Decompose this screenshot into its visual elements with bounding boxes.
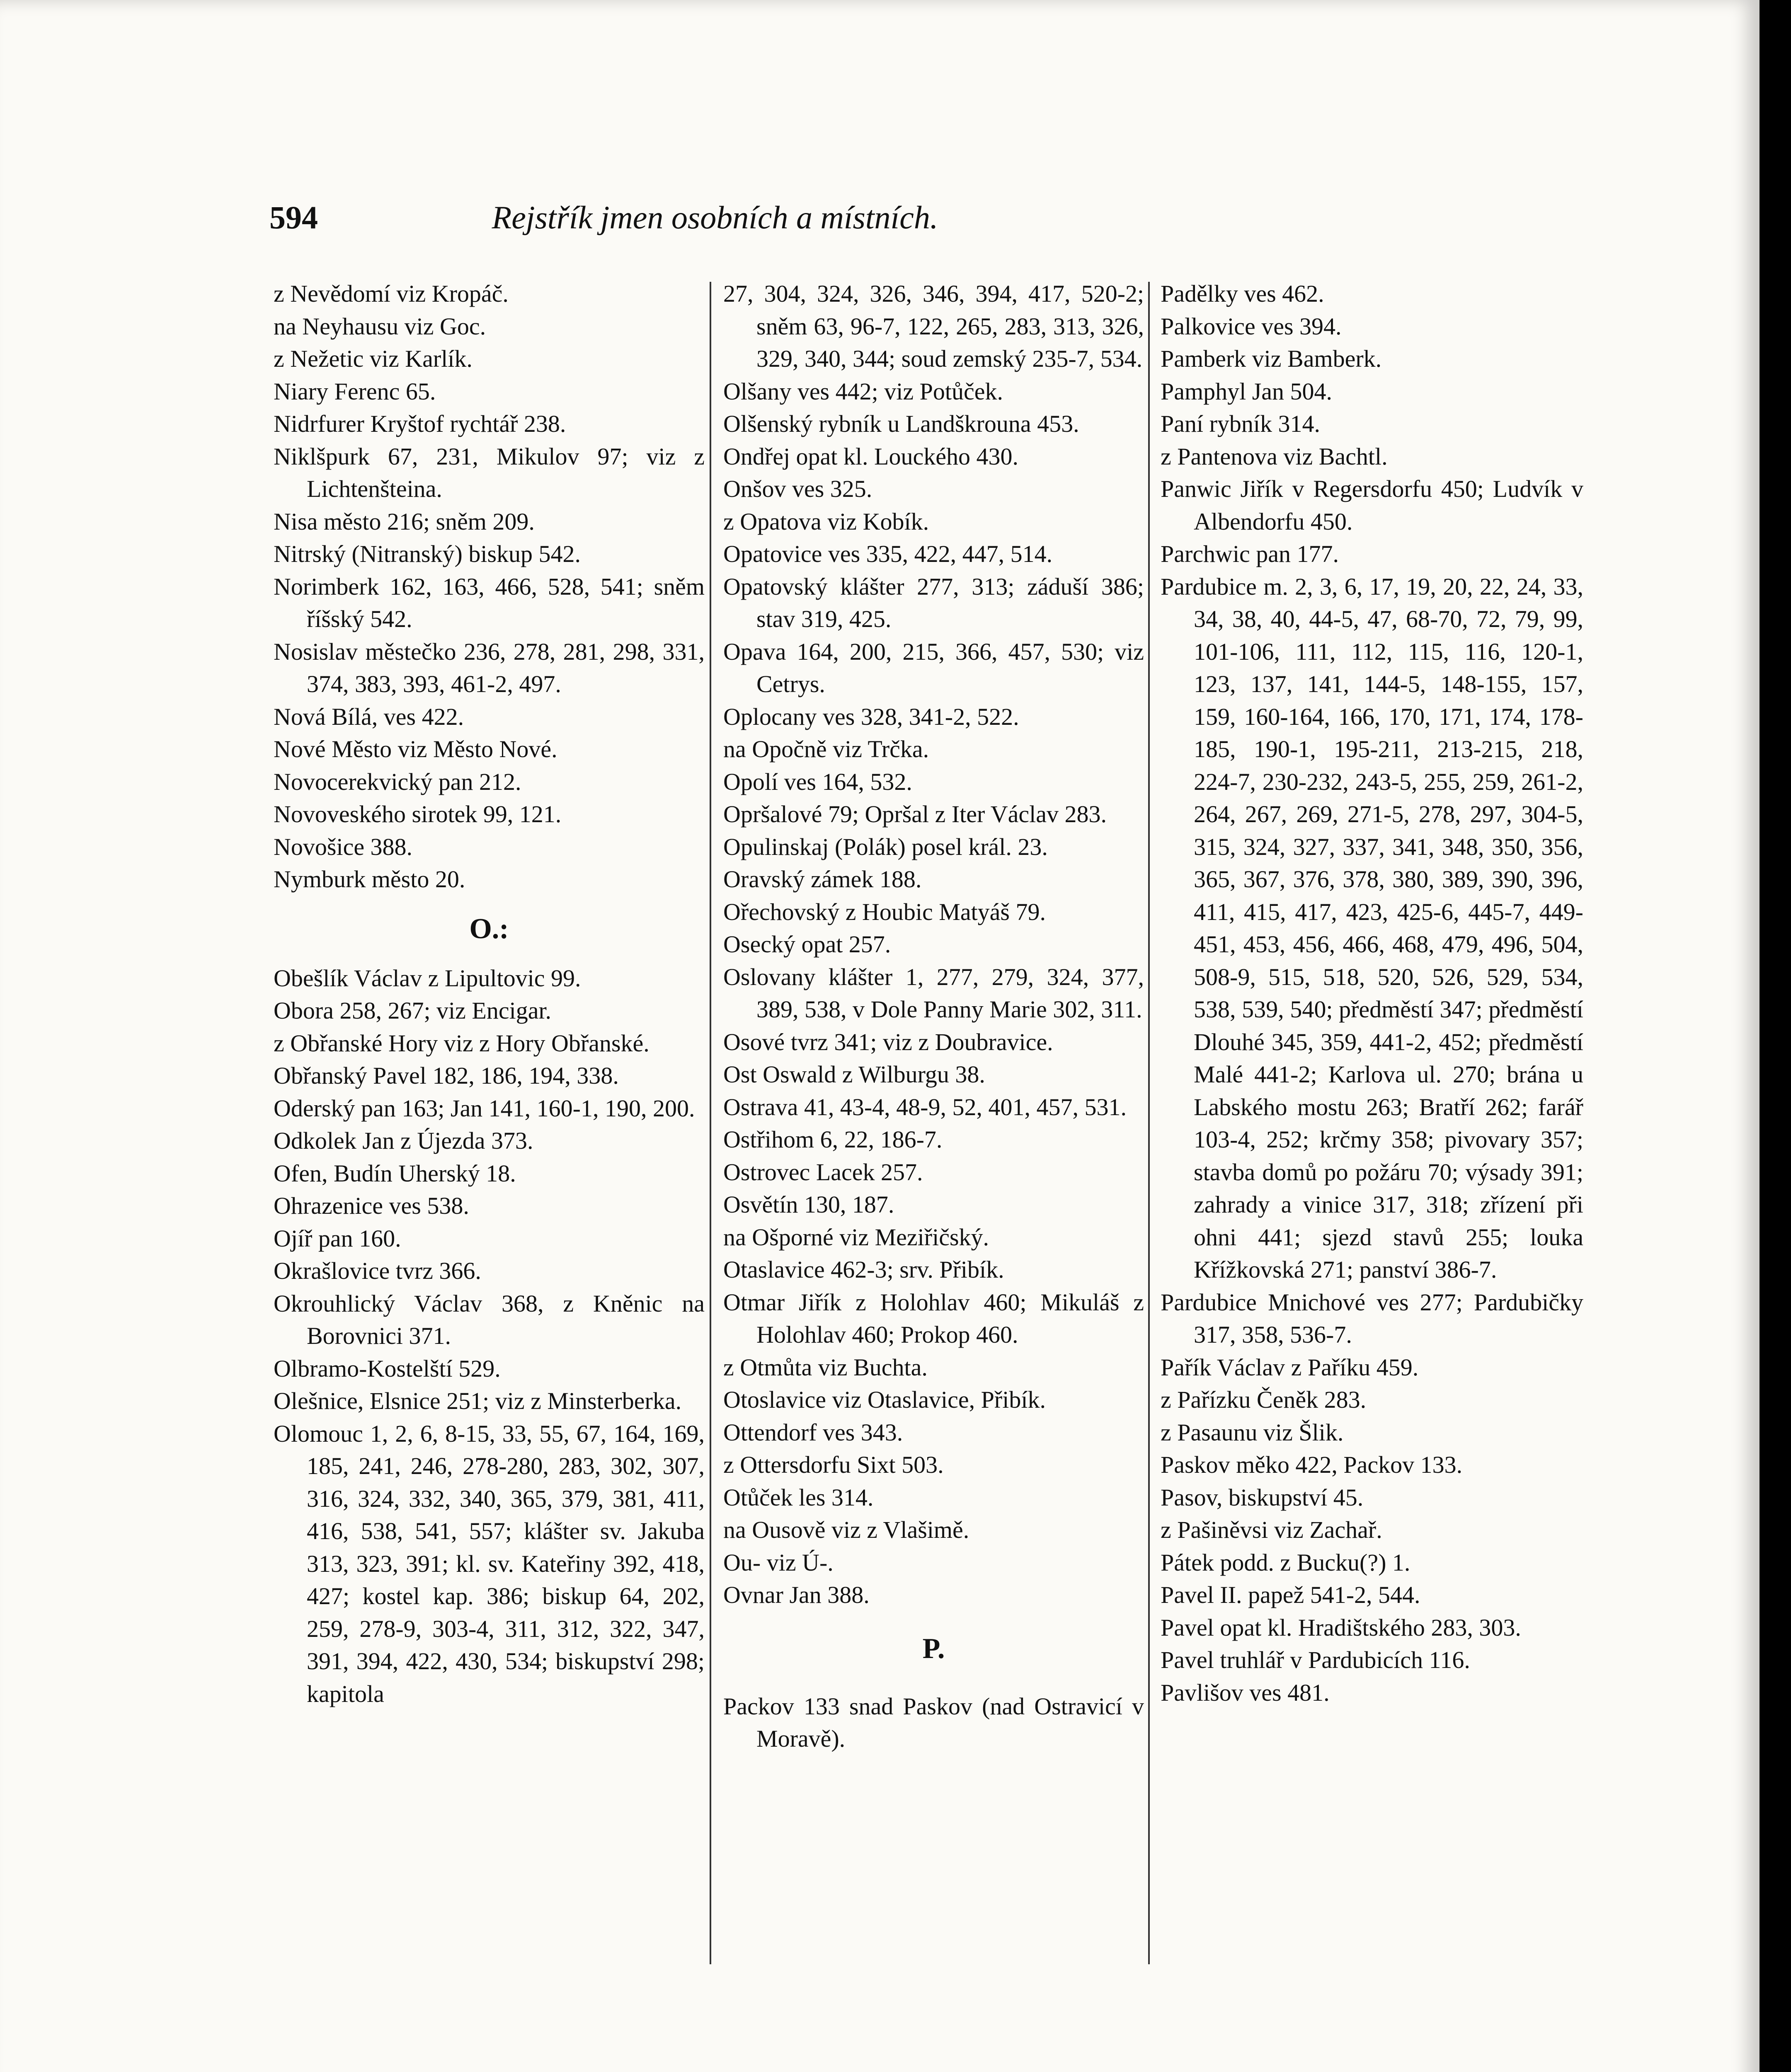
index-entry: Ostrava 41, 43-4, 48-9, 52, 401, 457, 531.: [723, 1093, 1127, 1121]
index-entry: Nidrfurer Kryštof rychtář 238.: [274, 410, 566, 437]
index-entry: Niary Ferenc 65.: [274, 378, 436, 405]
column-divider-2: [1148, 282, 1150, 1964]
index-entry: Opatovský klášter 277, 313; záduší 386; stav 319, 425.: [723, 573, 1144, 632]
column-2-entries-after: [723, 1690, 1144, 1755]
index-entry: Ofen, Budín Uherský 18.: [274, 1159, 516, 1187]
index-entry: Oderský pan 163; Jan 141, 160-1, 190, 200.: [274, 1094, 695, 1122]
index-entry: Obora 258, 267; viz Encigar.: [274, 997, 552, 1024]
index-entry: Opolí ves 164, 532.: [723, 768, 912, 795]
index-entry: Pasov, biskupství 45.: [1161, 1484, 1364, 1511]
index-entry: Ojíř pan 160.: [274, 1225, 401, 1252]
running-title: Rejstřík jmen osobních a místních.: [492, 199, 938, 235]
index-entry: Obešlík Václav z Lipultovic 99.: [274, 964, 581, 992]
index-entry: Oslovany klášter 1, 277, 279, 324, 377, 389, 538, v Dole Panny Marie 302, 311.: [723, 963, 1144, 1023]
index-entry: Olšenský rybník u Landškrouna 453.: [723, 410, 1079, 437]
index-entry: Ou- viz Ú-.: [723, 1549, 834, 1576]
index-entry: Paní rybník 314.: [1161, 410, 1321, 437]
index-entry: Obřanský Pavel 182, 186, 194, 338.: [274, 1062, 619, 1089]
index-entry: Nosislav městečko 236, 278, 281, 298, 331, 374, 383, 393, 461-2, 497.: [274, 638, 705, 697]
column-divider-1: [710, 282, 711, 1964]
index-entry: Olšany ves 442; viz Potůček.: [723, 378, 1003, 405]
index-entry: Ondřej opat kl. Louckého 430.: [723, 443, 1018, 470]
index-entry: Parchwic pan 177.: [1161, 540, 1339, 567]
index-entry: Opava 164, 200, 215, 366, 457, 530; viz Cetrys.: [723, 638, 1144, 697]
index-entry: Oplocany ves 328, 341-2, 522.: [723, 703, 1019, 730]
index-entry: Oravský zámek 188.: [723, 866, 922, 893]
index-entry: Olomouc 1, 2, 6, 8-15, 33, 55, 67, 164, 169, 185, 241, 246, 278-280, 283, 302, 307, 316, 324, 332, 340, 365, 379, 381, 411, 416, 538, 541, 557; klášter sv. Jakuba 313, 323, 391; kl. sv. Kateřiny 392, 418, 427; kostel kap. 386; biskup 64, 202, 259, 278-9, 303-4, 311, 312, 322, 347, 391, 394, 422, 430, 534; biskupství 298; kapitola: [274, 1420, 705, 1707]
index-entry: Osecký opat 257.: [723, 931, 891, 958]
index-entry: Pamberk viz Bamberk.: [1161, 345, 1382, 372]
index-entry: Pavel opat kl. Hradištského 283, 303.: [1161, 1614, 1521, 1641]
index-entry: Ost Oswald z Wilburgu 38.: [723, 1061, 985, 1088]
index-entry: Pavel truhlář v Pardubicích 116.: [1161, 1646, 1470, 1673]
page-header: [269, 191, 1161, 240]
index-entry: Palkovice ves 394.: [1161, 312, 1342, 340]
index-entry: Pardubice Mnichové ves 277; Pardubičky 317, 358, 536-7.: [1161, 1288, 1583, 1348]
index-entry: Paskov měko 422, Packov 133.: [1161, 1451, 1463, 1478]
index-entry: Olešnice, Elsnice 251; viz z Minsterberka.: [274, 1387, 682, 1414]
index-entry: Pardubice m. 2, 3, 6, 17, 19, 20, 22, 24, 33, 34, 38, 40, 44-5, 47, 68-70, 72, 79, 99, 101-106, 111, 112, 115, 116, 120-1, 123, 137, 141, 144-5, 148-155, 157, 159, 160-164, 166, 170, 171, 174, 178-185, 190-1, 195-211, 213-215, 218, 224-7, 230-232, 243-5, 255, 259, 261-2, 264, 267, 269, 271-5, 278, 297, 304-5, 315, 324, 327, 337, 341, 348, 350, 356, 365, 367, 376, 378, 380, 389, 390, 396, 411, 415, 417, 423, 425-6, 445-7, 449-451, 453, 456, 466, 468, 479, 496, 504, 508-9, 515, 518, 520, 526, 529, 534, 538, 539, 540; předměstí 347; předměstí Dlouhé 345, 359, 441-2, 452; předměstí Malé 441-2; Karlova ul. 270; brána u Labského mostu 263; Bratří 262; farář 103-4, 252; krčmy 358; pivovary 357; stavba domů po požáru 70; výsady 391; zahrady a vinice 317, 318; zřízení při ohni 441; sjezd stavů 255; louka Křížkovská 271; panství 386-7.: [1161, 573, 1583, 1283]
index-entry: na Ousově viz z Vlašimě.: [723, 1516, 969, 1543]
index-entry: Nová Bílá, ves 422.: [274, 703, 464, 730]
index-entry: Otůček les 314.: [723, 1484, 874, 1511]
index-entry: Otoslavice viz Otaslavice, Přibík.: [723, 1386, 1046, 1413]
index-entry: na Opočně viz Trčka.: [723, 736, 929, 762]
index-entry: Olbramo-Kostelští 529.: [274, 1355, 501, 1382]
index-entry: Onšov ves 325.: [723, 475, 872, 502]
index-entry: Padělky ves 462.: [1161, 280, 1324, 307]
index-entry: Otaslavice 462-3; srv. Přibík.: [723, 1256, 1004, 1283]
index-entry: z Nežetic viz Karlík.: [274, 345, 473, 372]
index-entry: Osové tvrz 341; viz z Doubravice.: [723, 1028, 1053, 1055]
section-heading-p: P.: [922, 1632, 945, 1665]
index-entry: Pavel II. papež 541-2, 544.: [1161, 1581, 1420, 1608]
index-entry: Pátek podd. z Bucku(?) 1.: [1161, 1549, 1411, 1576]
index-entry: Odkolek Jan z Újezda 373.: [274, 1127, 533, 1154]
column-3-entries: [1161, 278, 1583, 1709]
index-entry: Nové Město viz Město Nové.: [274, 736, 557, 762]
index-entry: 27, 304, 324, 326, 346, 394, 417, 520-2; sněm 63, 96-7, 122, 265, 283, 313, 326, 329, 340, 344; soud zemský 235-7, 534.: [723, 280, 1144, 372]
index-entry: Ohrazenice ves 538.: [274, 1192, 469, 1219]
index-entry: na Ošporné viz Meziřičský.: [723, 1223, 989, 1251]
index-entry: Pavlišov ves 481.: [1161, 1679, 1330, 1706]
column-1-entries: [274, 278, 705, 896]
index-entry: Okrouhlický Václav 368, z Kněnic na Borovnici 371.: [274, 1290, 705, 1349]
index-entry: Packov 133 snad Paskov (nad Ostravicí v Moravě).: [723, 1692, 1144, 1752]
index-entry: Norimberk 162, 163, 466, 528, 541; sněm říšský 542.: [274, 573, 705, 632]
index-entry: Ořechovský z Houbic Matyáš 79.: [723, 898, 1046, 925]
index-entry: Pařík Václav z Paříku 459.: [1161, 1353, 1419, 1381]
index-entry: Osvětín 130, 187.: [723, 1191, 894, 1218]
index-entry: Ottendorf ves 343.: [723, 1418, 903, 1446]
index-entry: Nisa město 216; sněm 209.: [274, 508, 535, 535]
index-entry: z Pašiněvsi viz Zachař.: [1161, 1516, 1382, 1543]
index-entry: z Nevědomí viz Kropáč.: [274, 280, 509, 307]
section-heading-o: O.:: [469, 913, 509, 945]
index-entry: Ovnar Jan 388.: [723, 1581, 870, 1608]
index-entry: z Obřanské Hory viz z Hory Obřanské.: [274, 1029, 650, 1057]
index-entry: z Pařízku Čeněk 283.: [1161, 1386, 1367, 1413]
index-entry: z Ottersdorfu Sixt 503.: [723, 1451, 944, 1478]
column-1-entries-after: [274, 962, 705, 1711]
index-column-2: [723, 278, 1144, 1755]
index-entry: Ostrovec Lacek 257.: [723, 1158, 923, 1186]
index-entry: z Otmůta viz Buchta.: [723, 1353, 928, 1381]
index-entry: z Pasaunu viz Šlik.: [1161, 1418, 1344, 1446]
index-entry: Pamphyl Jan 504.: [1161, 378, 1333, 405]
index-entry: Okrašlovice tvrz 366.: [274, 1257, 481, 1284]
index-entry: Novocerekvický pan 212.: [274, 768, 521, 795]
index-entry: Opulinskaj (Polák) posel král. 23.: [723, 833, 1048, 860]
page-number: 594: [269, 199, 318, 235]
index-column-3: [1161, 278, 1583, 1709]
index-entry: z Pantenova viz Bachtl.: [1161, 443, 1388, 470]
index-entry: Nitrský (Nitranský) biskup 542.: [274, 540, 581, 567]
index-entry: Otmar Jiřík z Holohlav 460; Mikuláš z Holohlav 460; Prokop 460.: [723, 1288, 1144, 1348]
column-2-entries: [723, 278, 1144, 1612]
index-entry: Novošice 388.: [274, 833, 413, 860]
index-entry: Novoveského sirotek 99, 121.: [274, 801, 562, 828]
index-entry: Panwic Jiřík v Regersdorfu 450; Ludvík v Albendorfu 450.: [1161, 475, 1583, 535]
index-entry: na Neyhausu viz Goc.: [274, 312, 486, 340]
index-entry: Opršalové 79; Opršal z Iter Václav 283.: [723, 801, 1107, 828]
index-column-1: [274, 278, 705, 1710]
index-entry: z Opatova viz Kobík.: [723, 508, 929, 535]
index-entry: Nymburk město 20.: [274, 866, 465, 893]
index-entry: Opatovice ves 335, 422, 447, 514.: [723, 540, 1053, 567]
index-entry: Ostřihom 6, 22, 186-7.: [723, 1126, 943, 1153]
index-entry: Niklšpurk 67, 231, Mikulov 97; viz z Lichtenšteina.: [274, 443, 705, 502]
